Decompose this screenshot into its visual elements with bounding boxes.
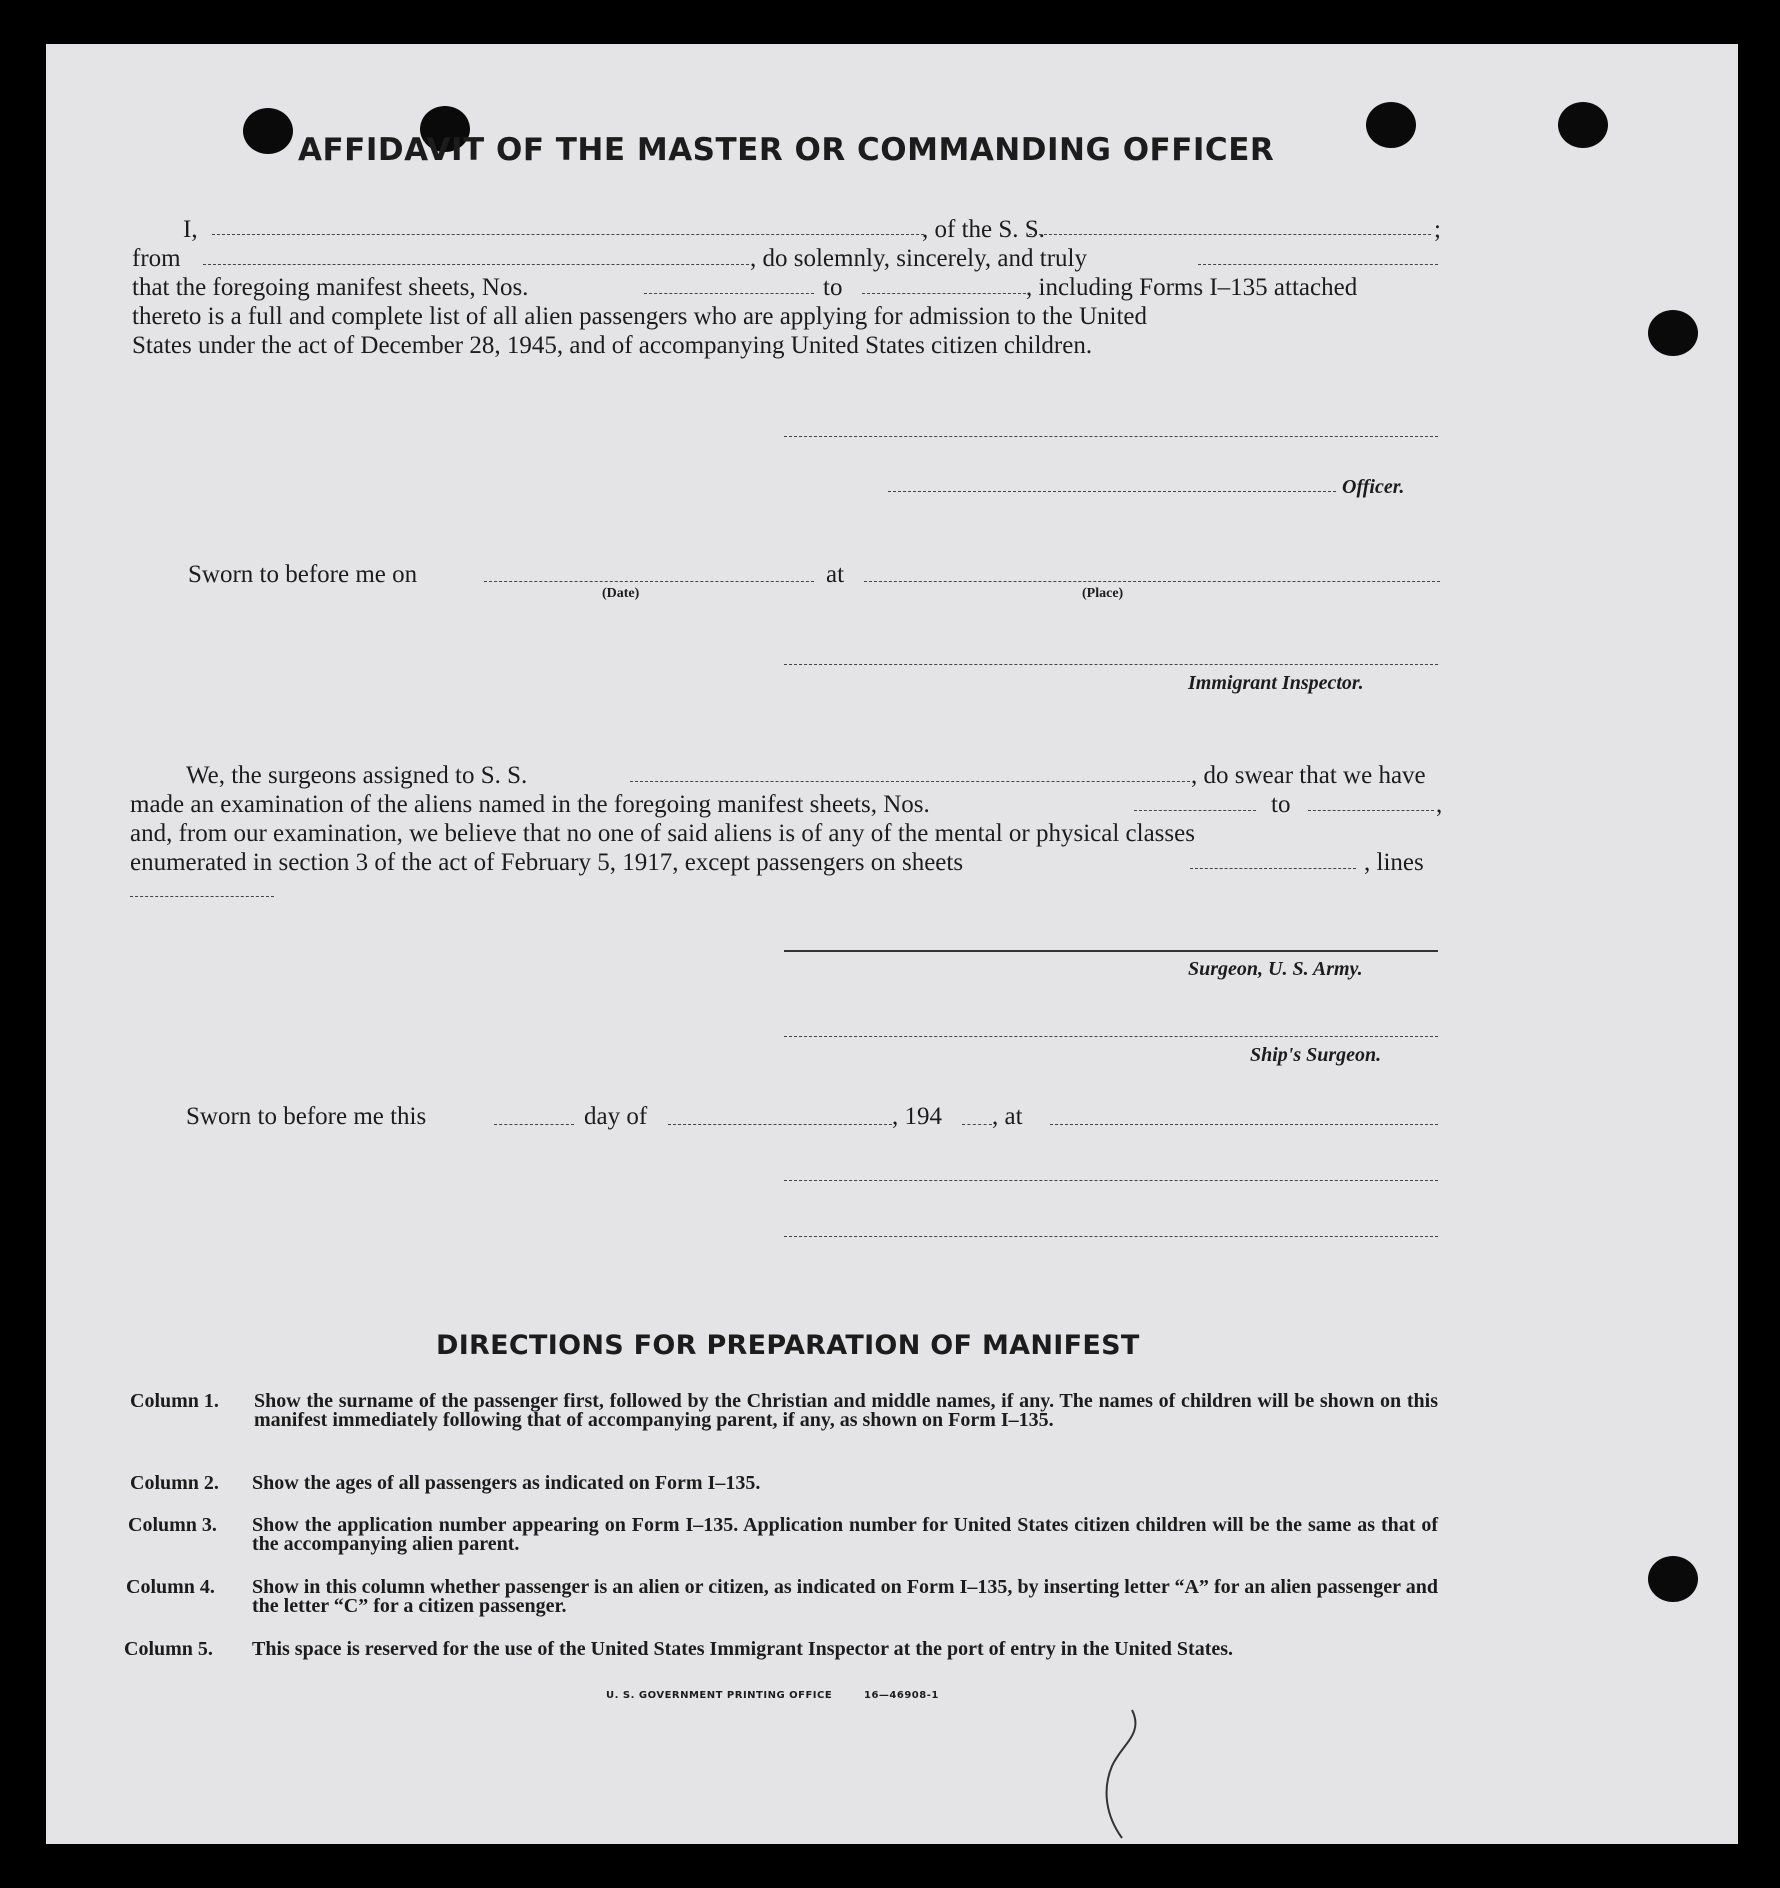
surgeons-line-1-b: , do swear that we have xyxy=(1191,762,1426,789)
form-code: 16—46908-1 xyxy=(864,1690,939,1701)
punch-hole xyxy=(1648,310,1698,356)
surgeons-line-3: and, from our examination, we believe that no one of said aliens is of any of the mental or physical classes xyxy=(130,820,1195,847)
sworn-at-2-text: , at xyxy=(992,1103,1023,1130)
direction-label-4: Column 4. xyxy=(126,1576,215,1598)
sworn-month-field[interactable] xyxy=(668,1124,892,1125)
punch-hole xyxy=(243,108,293,154)
document-sheet xyxy=(46,44,1738,1844)
sworn-place-field[interactable] xyxy=(864,581,1440,582)
date-caption: (Date) xyxy=(602,586,640,601)
surgeons-line-4-a: enumerated in section 3 of the act of February 5, 1917, except passengers on sheets xyxy=(130,849,964,876)
surgeons-ship-field[interactable] xyxy=(630,781,1190,782)
year-prefix-text: , 194 xyxy=(892,1103,942,1130)
sworn-at-text: at xyxy=(826,561,845,588)
affidavit-line-3-b: to xyxy=(823,274,843,301)
punch-hole xyxy=(1648,1556,1698,1602)
affidavit-line-1-b: , of the S. S. xyxy=(922,216,1045,243)
except-lines-field[interactable] xyxy=(130,896,274,897)
affidavit-line-1-c: ; xyxy=(1434,216,1441,243)
except-sheets-field[interactable] xyxy=(1190,868,1356,869)
exam-from-no-field[interactable] xyxy=(1134,810,1256,811)
officer-title-line[interactable] xyxy=(888,491,1336,492)
affidavit-line-2-b: , do solemnly, sincerely, and truly xyxy=(750,245,1087,272)
officer-caption: Officer. xyxy=(1342,476,1405,498)
punch-hole xyxy=(1366,102,1416,148)
direction-label-2: Column 2. xyxy=(130,1472,219,1494)
sworn-year-field[interactable] xyxy=(962,1124,992,1125)
affidavit-line-4: thereto is a full and complete list of all alien passengers who are applying for admission to the United xyxy=(132,303,1148,330)
surgeons-line-4-b: , lines xyxy=(1364,849,1424,876)
ship-surgeon-signature-line[interactable] xyxy=(784,1036,1438,1037)
surgeons-line-2-a: made an examination of the aliens named in the foregoing manifest sheets, Nos. xyxy=(130,791,930,818)
direction-text-4: Show in this column whether passenger is an alien or citizen, as indicated on Form I–135, by inserting letter “A” for an alien passenger and the letter “C” for a citizen passenger. xyxy=(252,1576,1438,1617)
manifest-from-no-field[interactable] xyxy=(644,293,814,294)
printer-imprint: U. S. GOVERNMENT PRINTING OFFICE xyxy=(606,1690,833,1701)
from-port-field[interactable] xyxy=(203,264,749,265)
affidavit-line-5: States under the act of December 28, 1945, and of accompanying United States citizen children. xyxy=(132,332,1093,359)
swear-field[interactable] xyxy=(1198,264,1438,265)
sworn-this-text: Sworn to before me this xyxy=(186,1103,427,1130)
direction-label-3: Column 3. xyxy=(128,1514,217,1536)
affidavit-line-3-c: , including Forms I–135 attached xyxy=(1026,274,1358,301)
direction-text-5: This space is reserved for the use of the United States Immigrant Inspector at the port of entry in the United States. xyxy=(252,1638,1234,1660)
inspector-signature-line[interactable] xyxy=(784,664,1438,665)
day-of-text: day of xyxy=(584,1103,648,1130)
manifest-to-no-field[interactable] xyxy=(862,293,1026,294)
ship-surgeon-caption: Ship's Surgeon. xyxy=(1250,1044,1382,1066)
place-caption: (Place) xyxy=(1082,586,1124,601)
direction-text-3: Show the application number appearing on Form I–135. Application number for United States citizen children will be the same as that of the accompanying alien parent. xyxy=(252,1514,1438,1555)
direction-text-1: Show the surname of the passenger first, followed by the Christian and middle names, if any. The names of children will be shown on this manifest immediately following that of accompanying parent, if any, as shown on Form I–135. xyxy=(254,1390,1438,1431)
direction-label-5: Column 5. xyxy=(124,1638,213,1660)
army-surgeon-caption: Surgeon, U. S. Army. xyxy=(1188,958,1363,980)
official-title-line[interactable] xyxy=(784,1236,1438,1237)
inspector-caption: Immigrant Inspector. xyxy=(1188,672,1364,694)
master-signature-line[interactable] xyxy=(784,436,1438,437)
exam-to-no-field[interactable] xyxy=(1308,810,1434,811)
sworn-day-field[interactable] xyxy=(494,1124,574,1125)
surgeons-line-2-c: , xyxy=(1436,791,1443,818)
affidavit-line-2-a: from xyxy=(132,245,181,272)
affidavit-title: AFFIDAVIT OF THE MASTER OR COMMANDING OFFICER xyxy=(298,132,1275,168)
surgeons-line-2-b: to xyxy=(1271,791,1291,818)
sworn-date-field[interactable] xyxy=(484,581,814,582)
direction-text-2: Show the ages of all passengers as indicated on Form I–135. xyxy=(252,1472,761,1494)
punch-hole xyxy=(1558,102,1608,148)
pencil-mark xyxy=(1092,1704,1152,1844)
sworn-place-2-field[interactable] xyxy=(1050,1124,1438,1125)
affidavit-line-3-a: that the foregoing manifest sheets, Nos. xyxy=(132,274,529,301)
direction-label-1: Column 1. xyxy=(130,1390,219,1412)
surgeons-line-1-a: We, the surgeons assigned to S. S. xyxy=(186,762,528,789)
master-name-field[interactable] xyxy=(212,234,924,235)
army-surgeon-signature-line[interactable] xyxy=(784,950,1438,952)
official-signature-line[interactable] xyxy=(784,1180,1438,1181)
sworn-before-text: Sworn to before me on xyxy=(188,561,418,588)
directions-title: DIRECTIONS FOR PREPARATION OF MANIFEST xyxy=(436,1330,1140,1361)
ship-name-field[interactable] xyxy=(1029,234,1431,235)
affidavit-line-1-a: I, xyxy=(183,216,198,243)
